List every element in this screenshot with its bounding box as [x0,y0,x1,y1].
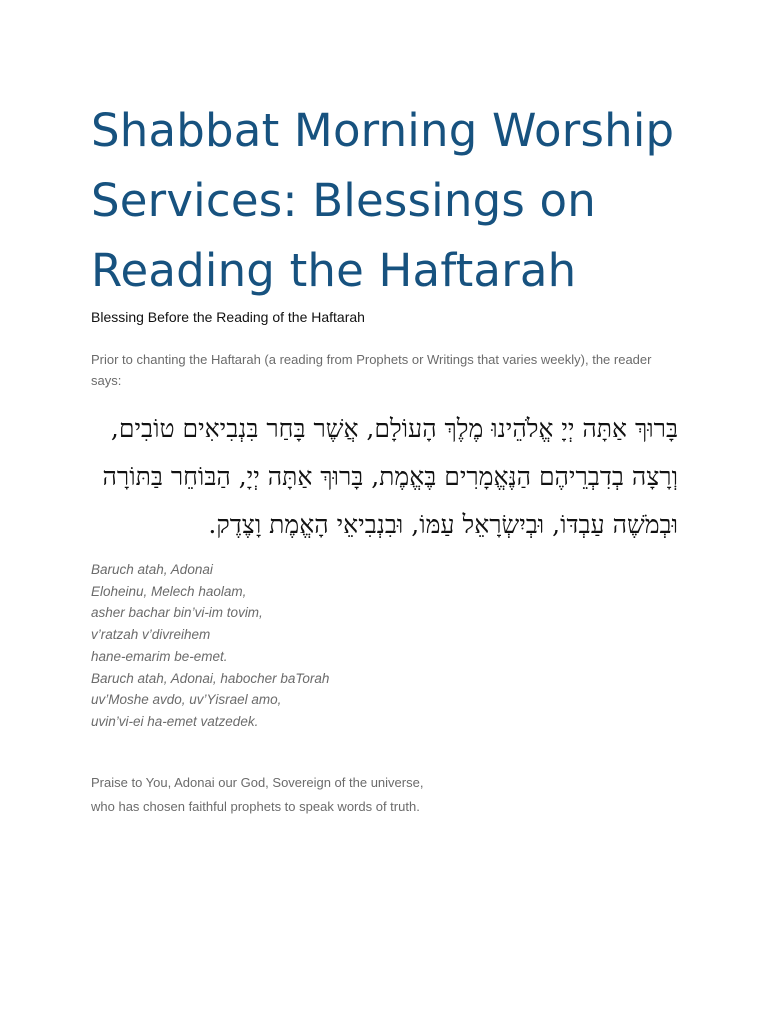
hebrew-blessing: בָּרוּךְ אַתָּה יְיָ אֱלֹהֵינוּ מֶלֶךְ הָעוֹלָם, אֲשֶׁר בָּחַר בִּנְבִיאִים טוֹבִים, וְרָצָה בְדִבְרֵיהֶם הַנֶּאֱמָרִים בֶּאֱמֶת, בָּרוּךְ אַתָּה יְיָ, הַבּוֹחֵר בַּתּוֹרָה וּבְמֹשֶׁה עַבְדּוֹ, וּבְיִשְׂרָאֵל עַמּוֹ, וּבִנְבִיאֵי הָאֱמֶת וָצֶדֶק. [102,414,678,539]
transliteration-line: hane-emarim be-emet. [91,648,228,664]
intro-text: Prior to chanting the Haftarah (a reading from Prophets or Writings that varies weekly), the reader says: [91,352,652,388]
transliteration-line: v’ratzah v’divreihem [91,627,211,643]
transliteration-line: Baruch atah, Adonai, habocher baTorah [91,670,330,686]
transliteration-line: uv’Moshe avdo, uv’Yisrael amo, [91,692,282,708]
transliteration-block [91,559,678,733]
translation-line: who has chosen faithful prophets to speak words of truth. [91,798,420,814]
transliteration-line: uvin’vi-ei ha-emet vatzedek. [91,713,259,729]
transliteration-line: Baruch atah, Adonai [91,562,213,577]
translation-block [91,771,678,819]
transliteration-line: asher bachar bin’vi-im tovim, [91,605,263,621]
translation-line: Praise to You, Adonai our God, Sovereign of the universe, [91,774,424,790]
transliteration-line: Eloheinu, Melech haolam, [91,583,247,599]
section-subtitle: Blessing Before the Reading of the Haftarah [91,309,365,325]
page-title: Shabbat Morning Worship Services: Blessings on Reading the Haftarah [91,104,675,297]
